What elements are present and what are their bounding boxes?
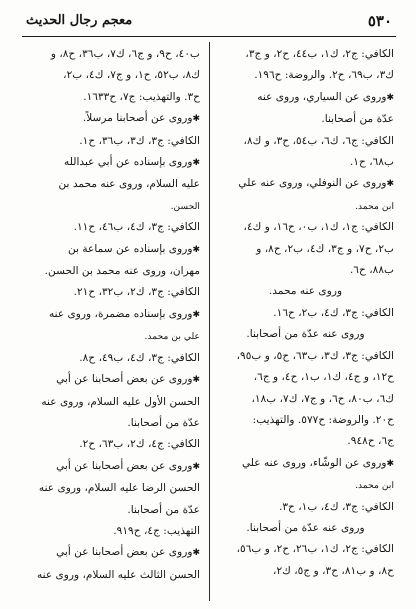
text-line: ك٣، ب٦٩، ح٢. والروضة: ح١٩٦. [254, 69, 394, 82]
text-line: عدّة من أصحابنا. [321, 113, 394, 126]
text-line: ب٤٠، ح٩، و ج٦، ك٧، ب٣٦، ح٨، و [50, 48, 200, 60]
text-line: الكافي: ج٣، ك٣، ب٦٣، ح٥، و ب٩٥، [236, 349, 394, 362]
text-line: ✱ وروى عن بعض أصحابنا عن أبي [22, 456, 200, 478]
text-line: ابن محمد. [355, 200, 394, 212]
text-line: الكافي: ج٣، ك٤، ب١، ح٣. [278, 500, 394, 513]
text-line: ✱ وروى عن بعض أصحابنا عن أبي [22, 542, 200, 564]
text-line: ح١٢، و ج٤، ك١، ب١، ح٤، و ج٦، [253, 371, 394, 384]
text-line: ✱ وروى بإسناده عن أبي عبدالله [22, 152, 200, 174]
text-line: ب٨٨، ح٦. [349, 264, 394, 277]
text-line: ✱ وروى بإسناده عن سماعة بن [22, 239, 200, 261]
text-line: وروى عنه عدّة من أصحابنا. [246, 521, 365, 534]
text-line: علي بن محمد. [144, 331, 200, 343]
text-line: ح٣. والتهذيب: ج٧، ح١٦٣٣. [83, 90, 200, 103]
right-text-column [217, 44, 394, 605]
text-line: الكافي: ج٢، ك١، ب٤٤، ح٢، و ج٣، [245, 48, 394, 60]
column-divider [209, 42, 210, 601]
text-line: ب٦٨، ح١. [349, 156, 394, 169]
text-line: عدّة من أصحابنا. [127, 503, 200, 516]
page-number: ٥٣٠ [367, 12, 392, 30]
header-rule [22, 36, 396, 37]
running-title: معجم رجال الحديث [26, 13, 133, 28]
text-line: الكافي: ج٤، ك٢، ب٦٣، ح٢. [79, 438, 200, 451]
text-line: ✱ وروى عن الوشّاء، وروى عنه علي [217, 453, 394, 475]
text-line: ك٨، ب٥٢، ح١، و ج٧، ك٤، ب٢، [63, 69, 200, 82]
text-line: عليه السلام، وروى عنه محمد بن [58, 178, 200, 191]
text-line: ✱ وروى عن النوفلي، وروى عنه علي [217, 173, 394, 195]
text-line: ب٢، ح٧، و ج٣، ك٤، ب٢، ح٨، و [256, 242, 394, 255]
text-line: الحسن الأول عليه السلام، وروى عنه [41, 395, 200, 408]
text-line: الكافي: ج٣، ك٤، ب٢، ح١٦. [273, 306, 394, 319]
text-line: ✱ وروى عن السياري، وروى عنه [217, 87, 394, 109]
text-line: التهذيب: ج٤، ح٩١٩. [113, 524, 200, 537]
text-line: ✱ وروى عن بعض أصحابنا عن أبي [22, 369, 200, 391]
text-line: ح٢٠. والروضة: ح٥٧٧. والتهذيب: [252, 413, 394, 426]
text-line: وروى عنه عدّة من أصحابنا. [246, 328, 365, 341]
text-line: مهران، وروى عنه محمد بن الحسن. [44, 265, 200, 278]
text-line: الكافي: ج٣، ك٤، ب٤٩، ح٨. [79, 351, 200, 364]
text-line: الكافي: ج١، ك١، ب٠، ح١٦، و ك٤، [243, 221, 394, 234]
text-line: ج٦، ح٩٤٨. [347, 435, 394, 448]
text-line: الكافي: ج٣، ك٤، ب٤٦، ح١١. [73, 221, 200, 234]
page-header [22, 12, 396, 36]
left-text-column [22, 44, 200, 605]
text-line: ك٦، ب٨٠، ح٦، و ج٧، ك٧، ب١٨، [251, 392, 394, 405]
text-line: وروى عنه محمد. [268, 285, 343, 298]
text-line: الحسن الرضا عليه السلام، وروى عنه [38, 482, 200, 495]
text-line: ✱ وروى عن أصحابنا مرسلاً. [22, 108, 200, 130]
text-line: الكافي: ج٦، ك٦، ب٥٤، ح٣، و ك٨، [243, 134, 394, 147]
text-line: الكافي: ج٣، ك٣، ب٣٦، ح١. [79, 134, 200, 147]
text-line: ح٨، و ب٨١، ح٣، و ج٥، ك٢، [273, 564, 394, 577]
text-line: ابن محمد. [355, 480, 394, 492]
text-line: ✱ وروى بإسناده مضمرة، وروى عنه [22, 304, 200, 326]
text-line: الحسن. [170, 200, 200, 212]
text-line: الكافي: ج٣، ك٢، ب٣٢، ح٢١. [73, 286, 200, 299]
text-line: الكافي: ج٢، ك١، ب٢٦، ح٢، و ب٥٦، [236, 543, 394, 556]
text-line: الحسن الثالث عليه السلام، وروى عنه [36, 568, 200, 581]
text-line: عدّة من أصحابنا. [127, 416, 200, 429]
